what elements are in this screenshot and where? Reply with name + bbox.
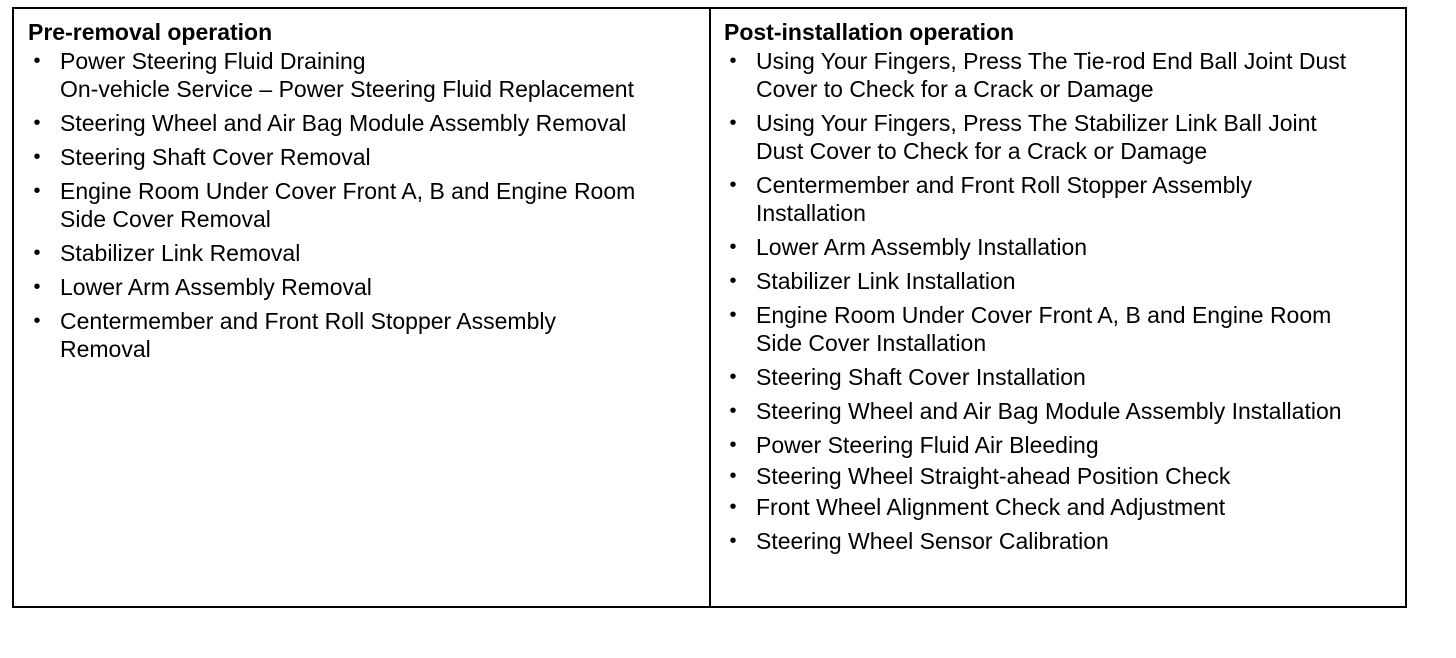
list-item-text: Steering Shaft Cover Removal (60, 144, 371, 170)
list-item (28, 47, 699, 103)
bullet-icon: • (33, 146, 41, 168)
list-item (724, 301, 1395, 357)
bullet-icon: • (33, 310, 41, 332)
list-item (28, 177, 699, 233)
list-item-text: Steering Wheel and Air Bag Module Assembly Removal (60, 110, 627, 136)
post-installation-column (711, 9, 1405, 606)
bullet-icon: • (729, 174, 737, 196)
list-item-text: Steering Wheel Sensor Calibration (756, 528, 1109, 554)
bullet-icon: • (33, 50, 41, 72)
bullet-icon: • (729, 400, 737, 422)
bullet-icon: • (729, 530, 737, 552)
bullet-icon: • (729, 366, 737, 388)
list-item (724, 171, 1395, 227)
pre-removal-heading: Pre-removal operation (28, 19, 273, 45)
list-item (724, 109, 1395, 165)
list-item-text: Stabilizer Link Installation (756, 268, 1016, 294)
list-item (724, 47, 1395, 103)
list-item-text: Front Wheel Alignment Check and Adjustment (756, 494, 1226, 520)
list-item-text: Steering Wheel and Air Bag Module Assembly Installation (756, 398, 1342, 424)
list-item-text: Steering Wheel Straight-ahead Position Check (756, 463, 1231, 489)
list-item (724, 462, 1395, 490)
list-item (724, 397, 1395, 425)
bullet-icon: • (729, 304, 737, 326)
list-item-text: Power Steering Fluid Draining On-vehicle Service – Power Steering Fluid Replacement (60, 48, 634, 102)
list-item (724, 493, 1395, 521)
list-item (28, 143, 699, 171)
bullet-icon: • (729, 270, 737, 292)
bullet-icon: • (729, 496, 737, 518)
bullet-icon: • (729, 465, 737, 487)
list-item (28, 273, 699, 301)
list-item-text: Engine Room Under Cover Front A, B and Engine Room Side Cover Removal (60, 178, 636, 232)
procedure-table (12, 7, 1407, 608)
pre-removal-column (14, 9, 711, 606)
list-item (724, 267, 1395, 295)
list-item-text: Using Your Fingers, Press The Stabilizer Link Ball Joint Dust Cover to Check for a Crack or Damage (756, 110, 1317, 164)
list-item-text: Centermember and Front Roll Stopper Assembly Installation (756, 172, 1252, 226)
list-item-text: Lower Arm Assembly Installation (756, 234, 1088, 260)
list-item-text: Power Steering Fluid Air Bleeding (756, 432, 1099, 458)
list-item-text: Using Your Fingers, Press The Tie-rod End Ball Joint Dust Cover to Check for a Crack or Damage (756, 48, 1347, 102)
bullet-icon: • (33, 242, 41, 264)
list-item (28, 239, 699, 267)
post-installation-list (724, 47, 1395, 555)
bullet-icon: • (729, 50, 737, 72)
bullet-icon: • (729, 112, 737, 134)
list-item (724, 527, 1395, 555)
list-item-text: Engine Room Under Cover Front A, B and Engine Room Side Cover Installation (756, 302, 1332, 356)
list-item (28, 109, 699, 137)
list-item-text: Stabilizer Link Removal (60, 240, 301, 266)
list-item (28, 307, 699, 363)
post-installation-heading: Post-installation operation (724, 19, 1015, 45)
bullet-icon: • (729, 434, 737, 456)
pre-removal-list (28, 47, 699, 363)
list-item-text: Centermember and Front Roll Stopper Assembly Removal (60, 308, 556, 362)
bullet-icon: • (33, 276, 41, 298)
bullet-icon: • (33, 112, 41, 134)
bullet-icon: • (33, 180, 41, 202)
list-item (724, 431, 1395, 459)
bullet-icon: • (729, 236, 737, 258)
list-item (724, 363, 1395, 391)
list-item (724, 233, 1395, 261)
list-item-text: Lower Arm Assembly Removal (60, 274, 372, 300)
list-item-text: Steering Shaft Cover Installation (756, 364, 1086, 390)
